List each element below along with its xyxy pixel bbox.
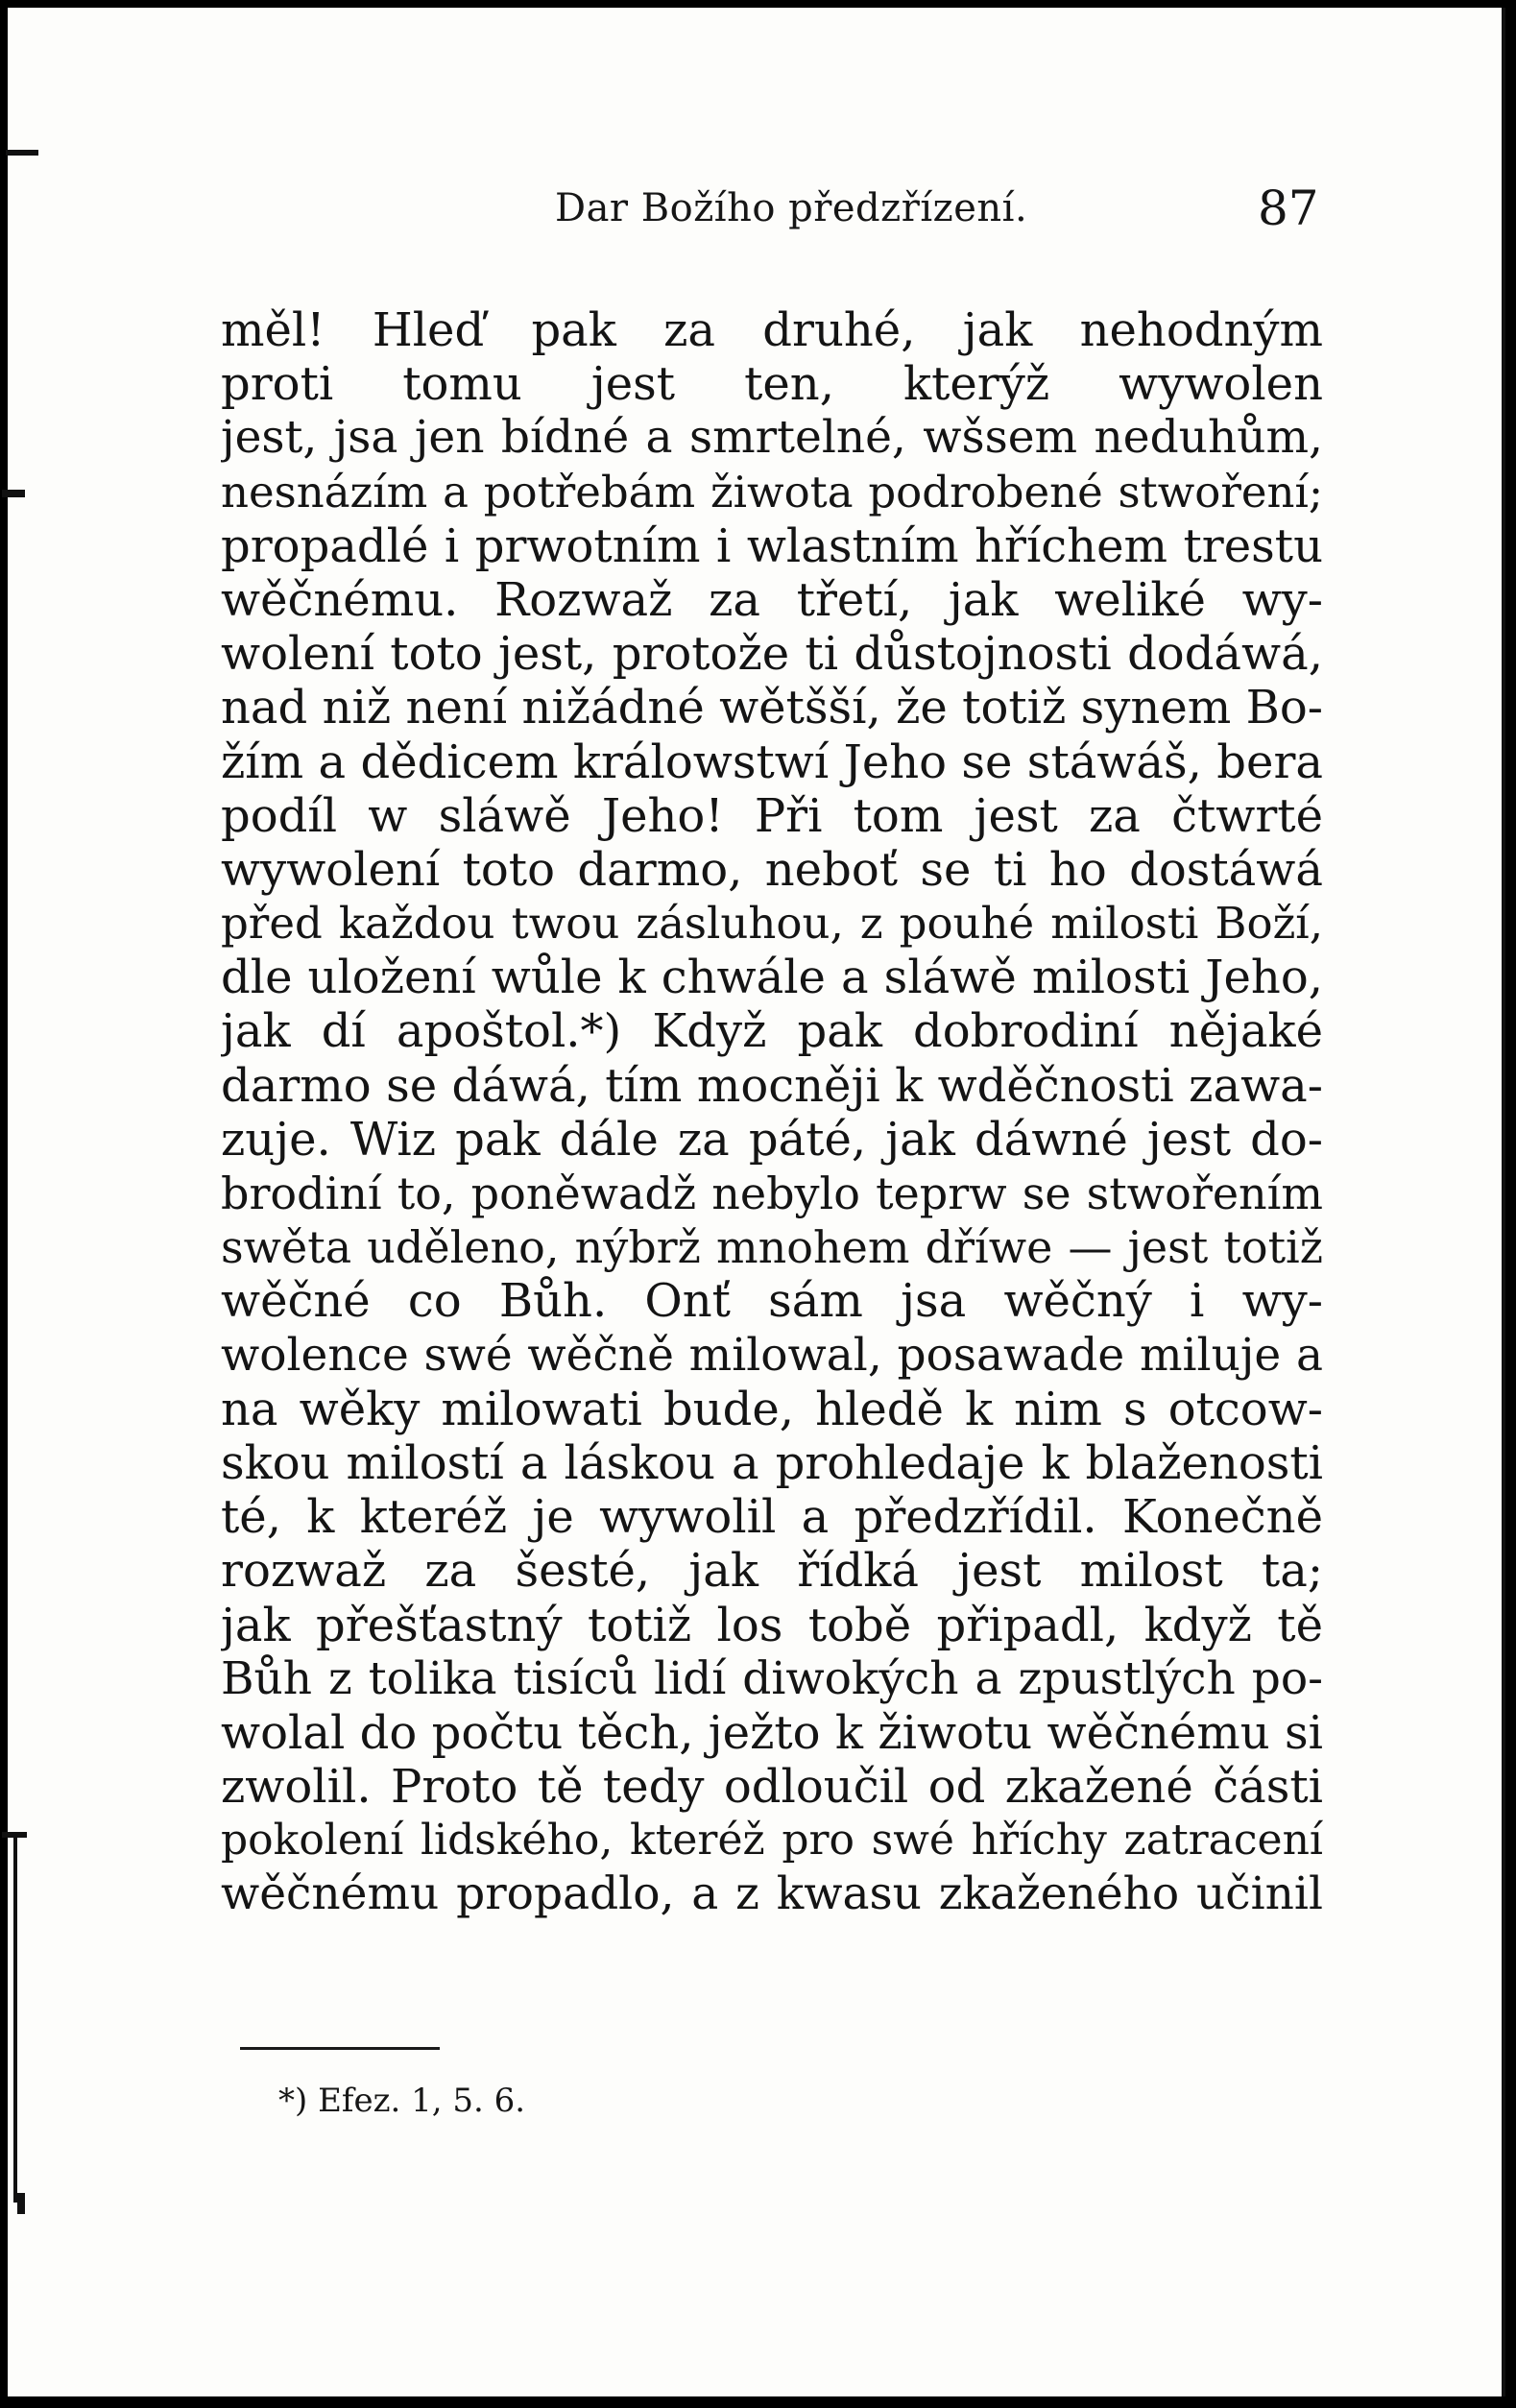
running-title: Dar Božího předzřízení.: [555, 186, 1028, 230]
text-line: jest, jsa jen bídné a smrtelné, wšsem neduhům,: [221, 411, 1323, 465]
text-line: darmo se dáwá, tím mocněji k wděčnosti zawa-: [221, 1058, 1323, 1113]
text-line: rozwaž za šesté, jak řídká jest milost ta;: [221, 1544, 1323, 1599]
text-line: skou milostí a láskou a prohledaje k blaženosti: [221, 1435, 1323, 1490]
book-page: [8, 8, 1505, 2396]
text-line: wěčnému. Rozwaž za třetí, jak weliké wy-: [221, 572, 1323, 627]
scan-edge-mark: [17, 2193, 25, 2214]
scan-edge-mark: [13, 1838, 17, 2203]
text-line: pokolení lidského, kteréž pro swé hříchy zatracení: [221, 1816, 1323, 1866]
scan-edge-mark: [2, 490, 25, 497]
text-line: měl! Hleď pak za druhé, jak nehodným: [221, 303, 1323, 357]
text-line: wolení toto jest, protože ti důstojnosti dodáwá,: [221, 627, 1323, 682]
footnote: *) Efez. 1, 5. 6.: [278, 2082, 526, 2120]
text-line: wěčné co Bůh. Onť sám jsa wěčný i wy-: [221, 1274, 1323, 1329]
text-line: wolence swé wěčně milowal, posawade miluje a: [221, 1328, 1323, 1382]
body-text: [221, 303, 1323, 1922]
text-line: propadlé i prwotním i wlastním hříchem trestu: [221, 518, 1323, 573]
text-line: Bůh z tolika tisíců lidí diwokých a zpustlých po-: [221, 1651, 1323, 1705]
text-line: nad niž není nižádné wětšší, že totiž synem Bo-: [221, 681, 1323, 735]
text-line: zuje. Wiz pak dále za páté, jak dáwné jest do-: [221, 1112, 1323, 1167]
text-line: wolal do počtu těch, ježto k žiwotu wěčnému si: [221, 1705, 1323, 1760]
text-line: zwolil. Proto tě tedy odloučil od zkažené části: [221, 1760, 1323, 1815]
text-line: proti tomu jest ten, kterýž wywolen: [221, 357, 1323, 412]
footnote-rule: [240, 2047, 440, 2050]
text-line: jak dí apoštol.*) Když pak dobrodiní nějaké: [221, 1004, 1323, 1059]
text-line: podíl w sláwě Jeho! Při tom jest za čtwrté: [221, 788, 1323, 843]
text-line: žím a dědicem králowstwí Jeho se stáwáš, bera: [221, 734, 1323, 789]
text-line: brodiní to, poněwadž nebylo teprw se stwořením: [221, 1168, 1323, 1219]
text-line: wywolení toto darmo, neboť se ti ho dostáwá: [221, 842, 1323, 897]
text-line: nesnázím a potřebám žiwota podrobené stwoření;: [221, 466, 1323, 518]
text-line: na wěky milowati bude, hledě k nim s otcow-: [221, 1382, 1323, 1436]
text-line: wěčnému propadlo, a z kwasu zkaženého učinil: [221, 1867, 1323, 1921]
text-line: jak přešťastný totiž los tobě připadl, když tě: [221, 1598, 1323, 1652]
scan-edge-mark: [6, 150, 38, 156]
text-line: té, k kteréž je wywolil a předzřídil. Konečně: [221, 1490, 1323, 1545]
text-line: před každou twou zásluhou, z pouhé milosti Boží,: [221, 898, 1323, 950]
page-number: 87: [1258, 181, 1319, 236]
text-line: swěta uděleno, nýbrž mnohem dříwe — jest totiž: [221, 1221, 1323, 1274]
text-line: dle uložení wůle k chwále a sláwě milosti Jeho,: [221, 951, 1323, 1005]
